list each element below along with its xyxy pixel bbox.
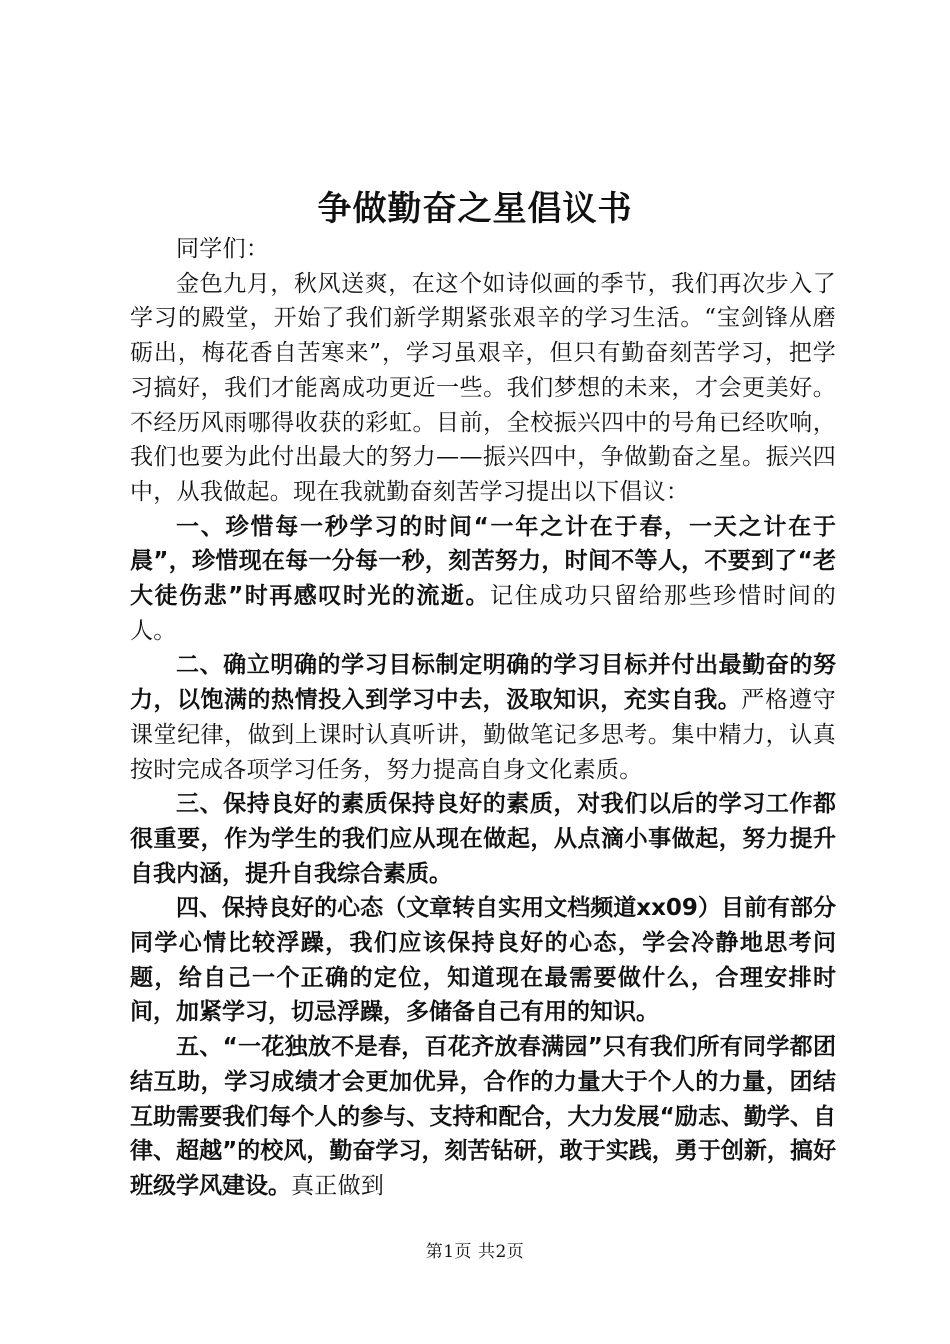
proposal-item-2 [130,648,836,787]
proposal-item-5-text: 真正做到 [291,1172,385,1199]
proposal-item-2-text: 严格遵守课堂纪律，做到上课时认真听讲，勤做笔记多思考。集中精力，认真按时完成各项学习任务，努力提高自身文化素质。 [130,687,837,783]
proposal-item-2-heading: 二、确立明确的学习目标制定明确的学习目标并付出最勤奋的努力，以饱满的热情投入到学习中去，汲取知识，充实自我。 [130,652,836,714]
proposal-item-4 [130,891,836,1030]
intro-paragraph: 金色九月，秋风送爽，在这个如诗似画的季节，我们再次步入了学习的殿堂，开始了我们新学期紧张艰辛的学习生活。“宝剑锋从磨砺出，梅花香自苦寒来”，学习虽艰辛，但只有勤奋刻苦学习，把学习搞好，我们才能离成功更近一些。我们梦想的未来，才会更美好。不经历风雨哪得收获的彩虹。目前，全校振兴四中的号角已经吹响，我们也要为此付出最大的努力——振兴四中，争做勤奋之星。振兴四中，从我做起。现在我就勤奋刻苦学习提出以下倡议： [130,270,836,505]
proposal-item-3-heading: 三、保持良好的素质保持良好的素质，对我们以后的学习工作都很重要，作为学生的我们应从现在做起，从点滴小事做起，努力提升自我内涵，提升自我综合素质。 [130,791,836,887]
page-footer: 第1页 共2页 [425,1242,525,1262]
proposal-item-1-heading: 一、珍惜每一秒学习的时间“一年之计在于春，一天之计在于晨”，珍惜现在每一分每一秒，刻苦努力，时间不等人，不要到了“老大徒伤悲”时再感叹时光的流逝。 [130,513,836,610]
proposal-item-1 [130,510,836,649]
proposal-item-4-heading: 四、保持良好的心态（文章转自实用文档频道xx09）目前有部分同学心情比较浮躁，我们应该保持良好的心态，学会冷静地思考问题，给自己一个正确的定位，知道现在最需要做什么，合理安排时间，加紧学习，切忌浮躁，多储备自己有用的知识。 [130,895,836,1026]
proposal-item-5 [130,1030,836,1204]
proposal-item-1-text: 记住成功只留给那些珍惜时间的人。 [130,583,836,644]
document-title: 争做勤奋之星倡议书 [317,189,633,229]
greeting: 同学们： [176,236,270,262]
proposal-item-3 [130,787,836,891]
document-body [130,232,836,1204]
proposal-item-5-heading: 五、“一花独放不是春，百花齐放春满园”只有我们所有同学都团结互助，学习成绩才会更加优异，合作的力量大于个人的力量，团结互助需要我们每个人的参与、支持和配合，大力发展“励志、勤学、自律、超越”的校风，勤奋学习，刻苦钻研，敢于实践，勇于创新，搞好班级学风建设。 [130,1034,836,1199]
